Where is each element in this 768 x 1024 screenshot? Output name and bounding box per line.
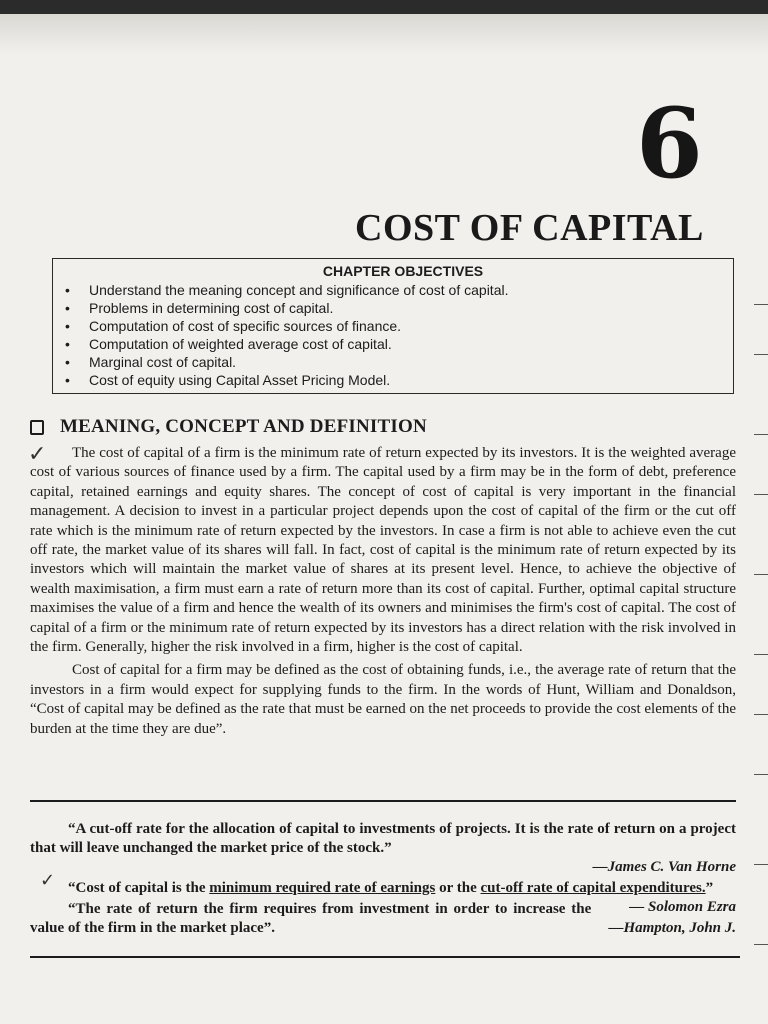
objective-item: • Marginal cost of capital.: [63, 353, 733, 371]
pen-tick-mark-icon: ✓: [28, 442, 47, 467]
divider: [30, 800, 736, 802]
chapter-title: COST OF CAPITAL: [355, 207, 704, 249]
margin-mark: [754, 574, 768, 575]
objective-item: • Computation of cost of specific sources of finance.: [63, 317, 733, 335]
quote-author: —Hampton, John J.: [608, 920, 736, 936]
square-bullet-icon: [30, 420, 44, 435]
margin-mark: [754, 944, 768, 945]
objectives-list: [53, 281, 733, 389]
objectives-heading: CHAPTER OBJECTIVES: [322, 263, 484, 279]
paragraph: Cost of capital for a firm may be defined as the cost of obtaining funds, i.e., the average rate of return that the investors in a firm would expect for supplying funds to the firm. In the words of Hunt, William and Donaldson, “Cost of capital may be defined as the rate that must be earned on the net proceeds to provide the cost elements of the burden at the time they are due”.: [30, 662, 737, 737]
margin-mark: [754, 714, 768, 715]
margin-mark: [754, 434, 768, 435]
margin-mark: [754, 864, 768, 865]
chapter-number: 6: [636, 87, 703, 200]
body-text: [30, 444, 736, 739]
margin-mark: [754, 774, 768, 775]
quote-author: —James C. Van Horne: [592, 859, 736, 875]
paragraph: The cost of capital of a firm is the minimum rate of return expected by its investors. It is the weighted average cost of various sources of finance used by a firm. The capital used by a firm may be in the form of debt, preference capital, retained earnings and equity shares. The concept of cost of capital is very important in the financial management. A decision to invest in a particular project depends upon the cost of capital of the firm or the cut off rate which is the minimum rate of return expected by the investors. In case a firm is not able to achieve even the cut off rate, the market value of its shares will fall. In fact, cost of capital is the minimum rate of return expected by its investors which will maintain the market value of shares at its present level. Hence, to achieve the objective of wealth maximisation, a firm must earn a rate of return more than its cost of capital. Further, optimal capital structure maximises the value of a firm and hence the wealth of its owners and minimises the firm's cost of capital. The cost of capital of a firm or the minimum rate of return expected by its investors has a direct relation with the risk involved in the firm. Generally, higher the risk involved in a firm, higher is the cost of capital.: [30, 445, 736, 656]
margin-mark: [754, 304, 768, 305]
margin-mark: [754, 654, 768, 655]
objective-item: • Cost of equity using Capital Asset Pricing Model.: [63, 371, 733, 389]
margin-mark: [754, 494, 768, 495]
underlined-phrase: cut-off rate of capital expenditures.: [480, 880, 706, 896]
objective-item: • Problems in determining cost of capital.: [63, 299, 733, 317]
section-heading: [30, 416, 427, 438]
quote-author: — Solomon Ezra: [629, 899, 736, 915]
section-heading-text: MEANING, CONCEPT AND DEFINITION: [60, 416, 427, 437]
quotes-block: [30, 820, 736, 938]
objective-item: • Understand the meaning concept and significance of cost of capital.: [63, 281, 733, 299]
quote-text: “The rate of return the firm requires from investment in order to increase the value of the firm in the market place”. —Hampton, John J.: [30, 901, 736, 936]
underlined-phrase: minimum required rate of earnings: [209, 880, 436, 896]
page-shadow: [0, 14, 768, 54]
objective-item: • Computation of weighted average cost of capital.: [63, 335, 733, 353]
quote-text: “Cost of capital is the minimum required rate of earnings or the cut-off rate of capital expenditures.” — Solomon Ezra: [68, 880, 736, 915]
margin-mark: [754, 354, 768, 355]
pen-tick-mark-icon: ✓: [40, 870, 56, 891]
divider: [30, 956, 740, 958]
quote-text: “A cut-off rate for the allocation of capital to investments of projects. It is the rate of return on a project that will leave unchanged the market price of the stock.”: [30, 821, 736, 856]
document-page: [0, 14, 768, 1024]
chapter-objectives-box: [52, 258, 734, 394]
